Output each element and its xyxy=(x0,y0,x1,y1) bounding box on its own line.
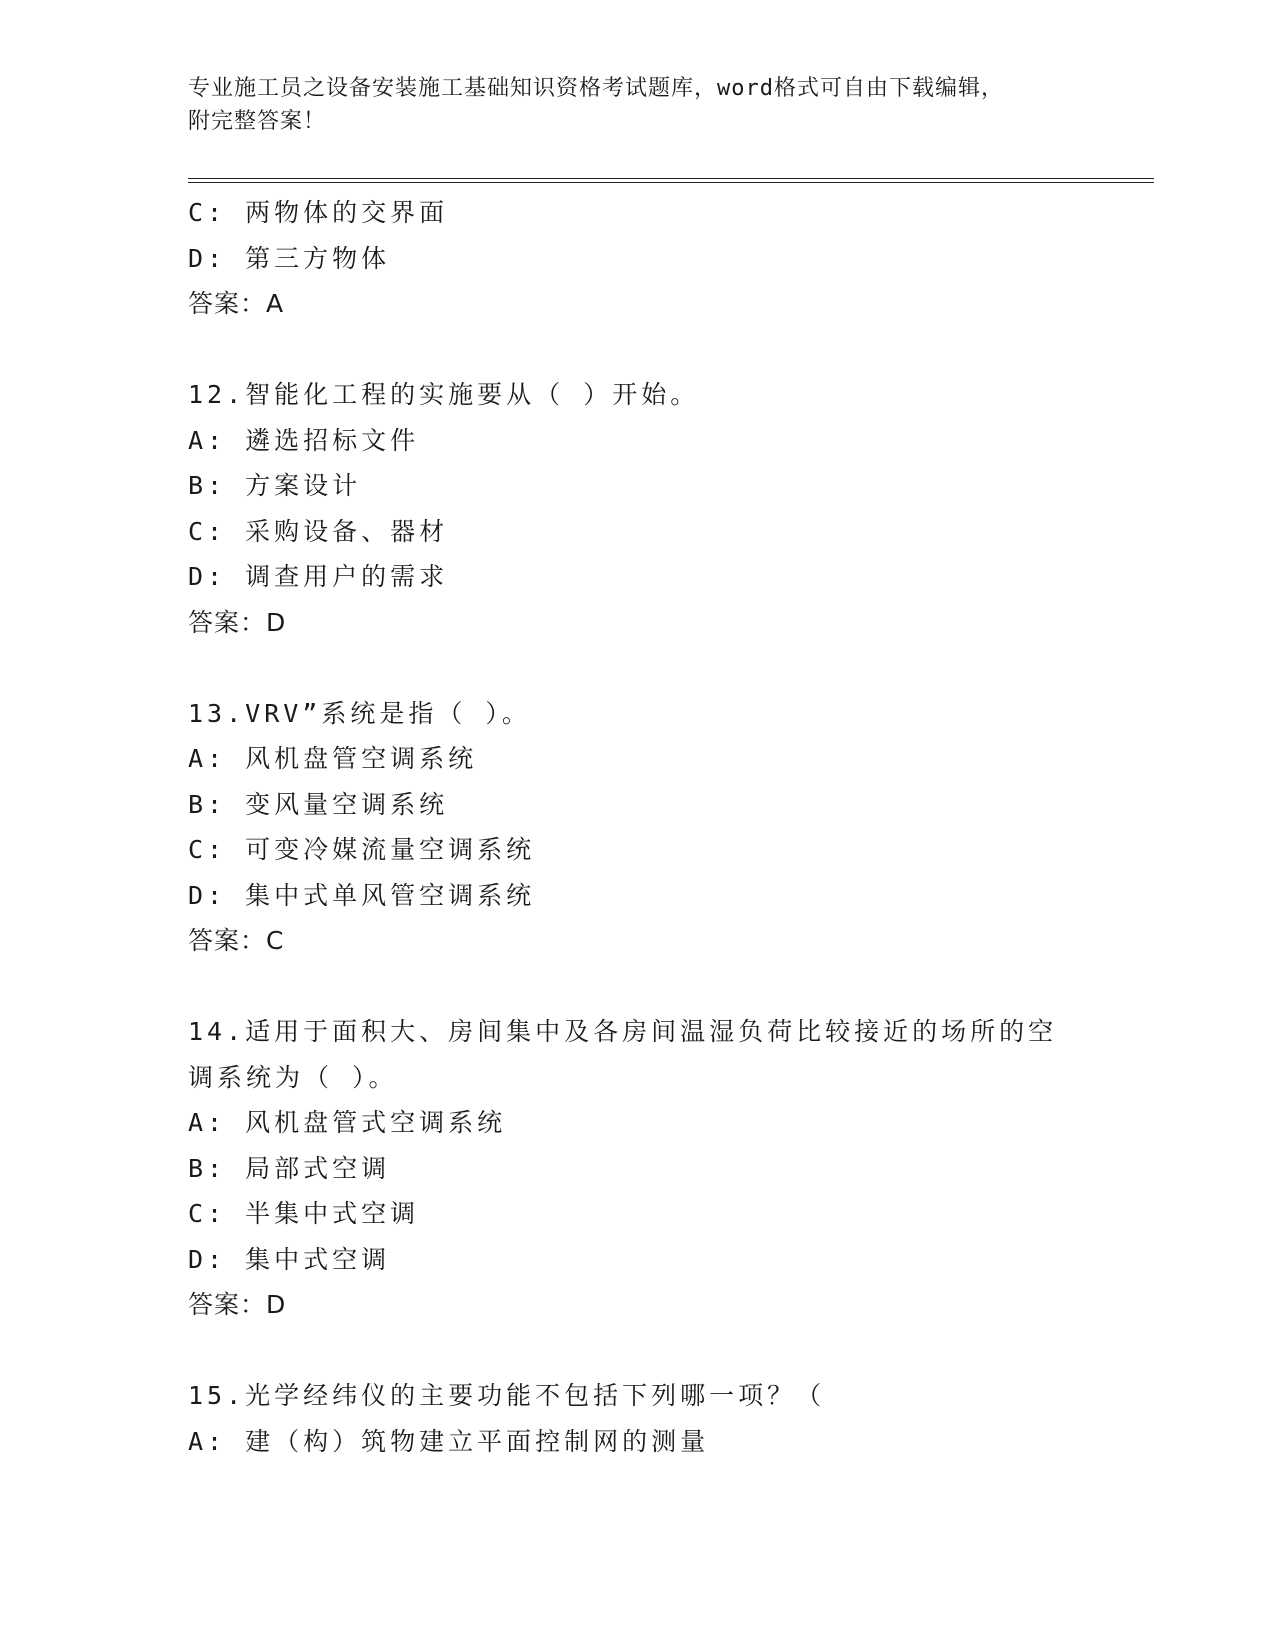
option-c: C: 采购设备、器材 xyxy=(188,516,449,546)
question-14 xyxy=(188,1009,1088,1328)
spacer xyxy=(188,964,1088,1010)
answer-line: 答案：D xyxy=(188,607,287,637)
question-11-continued xyxy=(188,190,1088,327)
question-13 xyxy=(188,691,1088,964)
question-12 xyxy=(188,372,1088,645)
option-b: B: 局部式空调 xyxy=(188,1153,391,1183)
answer-line: 答案：D xyxy=(188,1290,287,1319)
option-a: A: 建（构）筑物建立平面控制网的测量 xyxy=(188,1426,710,1456)
option-d: D: 第三方物体 xyxy=(188,243,391,273)
header-title-line-1: 专业施工员之设备安装施工基础知识资格考试题库，word格式可自由下载编辑， xyxy=(188,76,1004,101)
option-a: A: 风机盘管式空调系统 xyxy=(188,1108,507,1137)
option-b: B: 方案设计 xyxy=(188,471,362,500)
question-stem: 15.光学经纬仪的主要功能不包括下列哪一项？（ xyxy=(188,1381,826,1410)
option-a: A: 风机盘管空调系统 xyxy=(188,744,478,773)
answer-line: 答案：C xyxy=(188,926,285,955)
document-header xyxy=(188,72,1088,138)
option-a: A: 遴选招标文件 xyxy=(188,425,420,455)
spacer xyxy=(188,327,1088,373)
answer-line: 答案：A xyxy=(188,289,285,318)
option-b: B: 变风量空调系统 xyxy=(188,789,449,819)
question-stem: 13.VRV”系统是指（ ）。 xyxy=(188,698,531,728)
option-d: D: 调查用户的需求 xyxy=(188,562,449,591)
question-15 xyxy=(188,1373,1088,1464)
option-c: C: 可变冷媒流量空调系统 xyxy=(188,835,536,864)
question-list xyxy=(188,190,1088,1464)
header-divider xyxy=(188,178,1154,183)
spacer xyxy=(188,645,1088,691)
question-stem: 12.智能化工程的实施要从（ ）开始。 xyxy=(188,380,700,409)
option-c: C: 两物体的交界面 xyxy=(188,198,449,227)
option-d: D: 集中式单风管空调系统 xyxy=(188,880,536,910)
header-title-line-2: 附完整答案！ xyxy=(188,109,327,134)
option-c: C: 半集中式空调 xyxy=(188,1199,420,1228)
option-d: D: 集中式空调 xyxy=(188,1244,391,1274)
spacer xyxy=(188,1328,1088,1374)
question-stem: 14.适用于面积大、房间集中及各房间温湿负荷比较接近的场所的空调系统为（ ）。 xyxy=(188,1017,1058,1092)
